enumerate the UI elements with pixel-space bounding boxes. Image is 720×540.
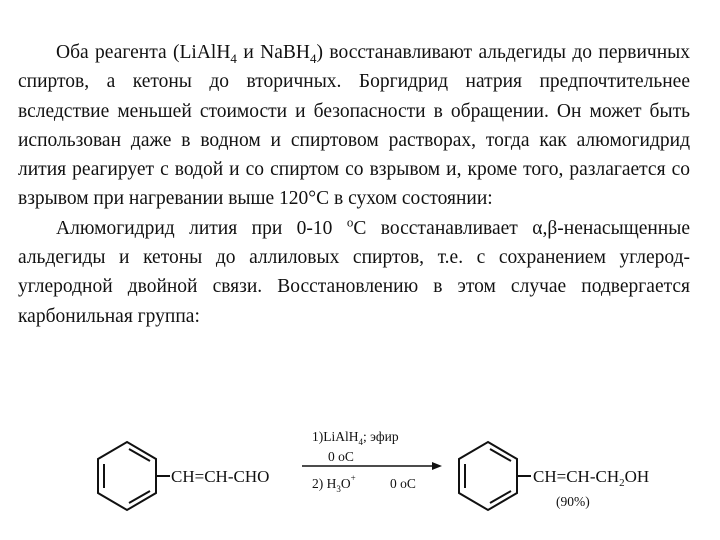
condition-temp-2: 0 оС	[390, 476, 416, 491]
paragraph-1	[18, 38, 690, 214]
yield-label: (90%)	[556, 494, 590, 509]
subscript-4: 4	[310, 50, 317, 66]
paragraph-2	[18, 214, 690, 331]
subscript-4: 4	[230, 50, 237, 66]
document-body	[18, 38, 690, 331]
benzene-ring-reactant	[98, 442, 170, 510]
condition-temp-1: 0 оС	[328, 449, 354, 464]
reactant-chain: CH=CH-CHO	[171, 467, 270, 486]
paragraph-1-part-b: и NaBH	[236, 42, 310, 63]
paragraph-2-part-b: С восстанавливает α,β-ненасыщенные альдегиды и кетоны до аллиловых спиртов, т.е. с сохранением углерод-углеродной двойной связи. Восстановлению в этом случае подвергается карбонильная группа:	[18, 217, 690, 327]
reaction-arrow-head	[432, 462, 442, 470]
condition-step-2: 2) $H_3O^+$	[312, 473, 356, 494]
paragraph-2-part-a: Алюмогидрид лития при 0-10	[56, 217, 347, 239]
product-chain: $CH=CH-CH_2OH$	[533, 467, 650, 489]
paragraph-1-part-c: ) восстанавливают альдегиды до первичных спиртов, а кетоны до вторичных. Боргидрид натрия предпочтительнее вследствие меньшей стоимости и безопасности в обращении. Он может быть использован даже в водном и спиртовом растворах, тогда как алюмогидрид лития реагирует с водой и со спиртом со взрывом и, кроме того, разлагается со взрывом при нагревании выше 120°С в сухом состоянии:	[18, 42, 691, 210]
reaction-scheme	[0, 415, 720, 540]
degree-superscript: о	[346, 214, 354, 230]
paragraph-1-part-a: Оба реагента (LiAlH	[56, 42, 231, 63]
benzene-ring-product	[459, 442, 531, 510]
condition-step-1: 1)LiAlH$_4$; эфир	[312, 429, 399, 447]
